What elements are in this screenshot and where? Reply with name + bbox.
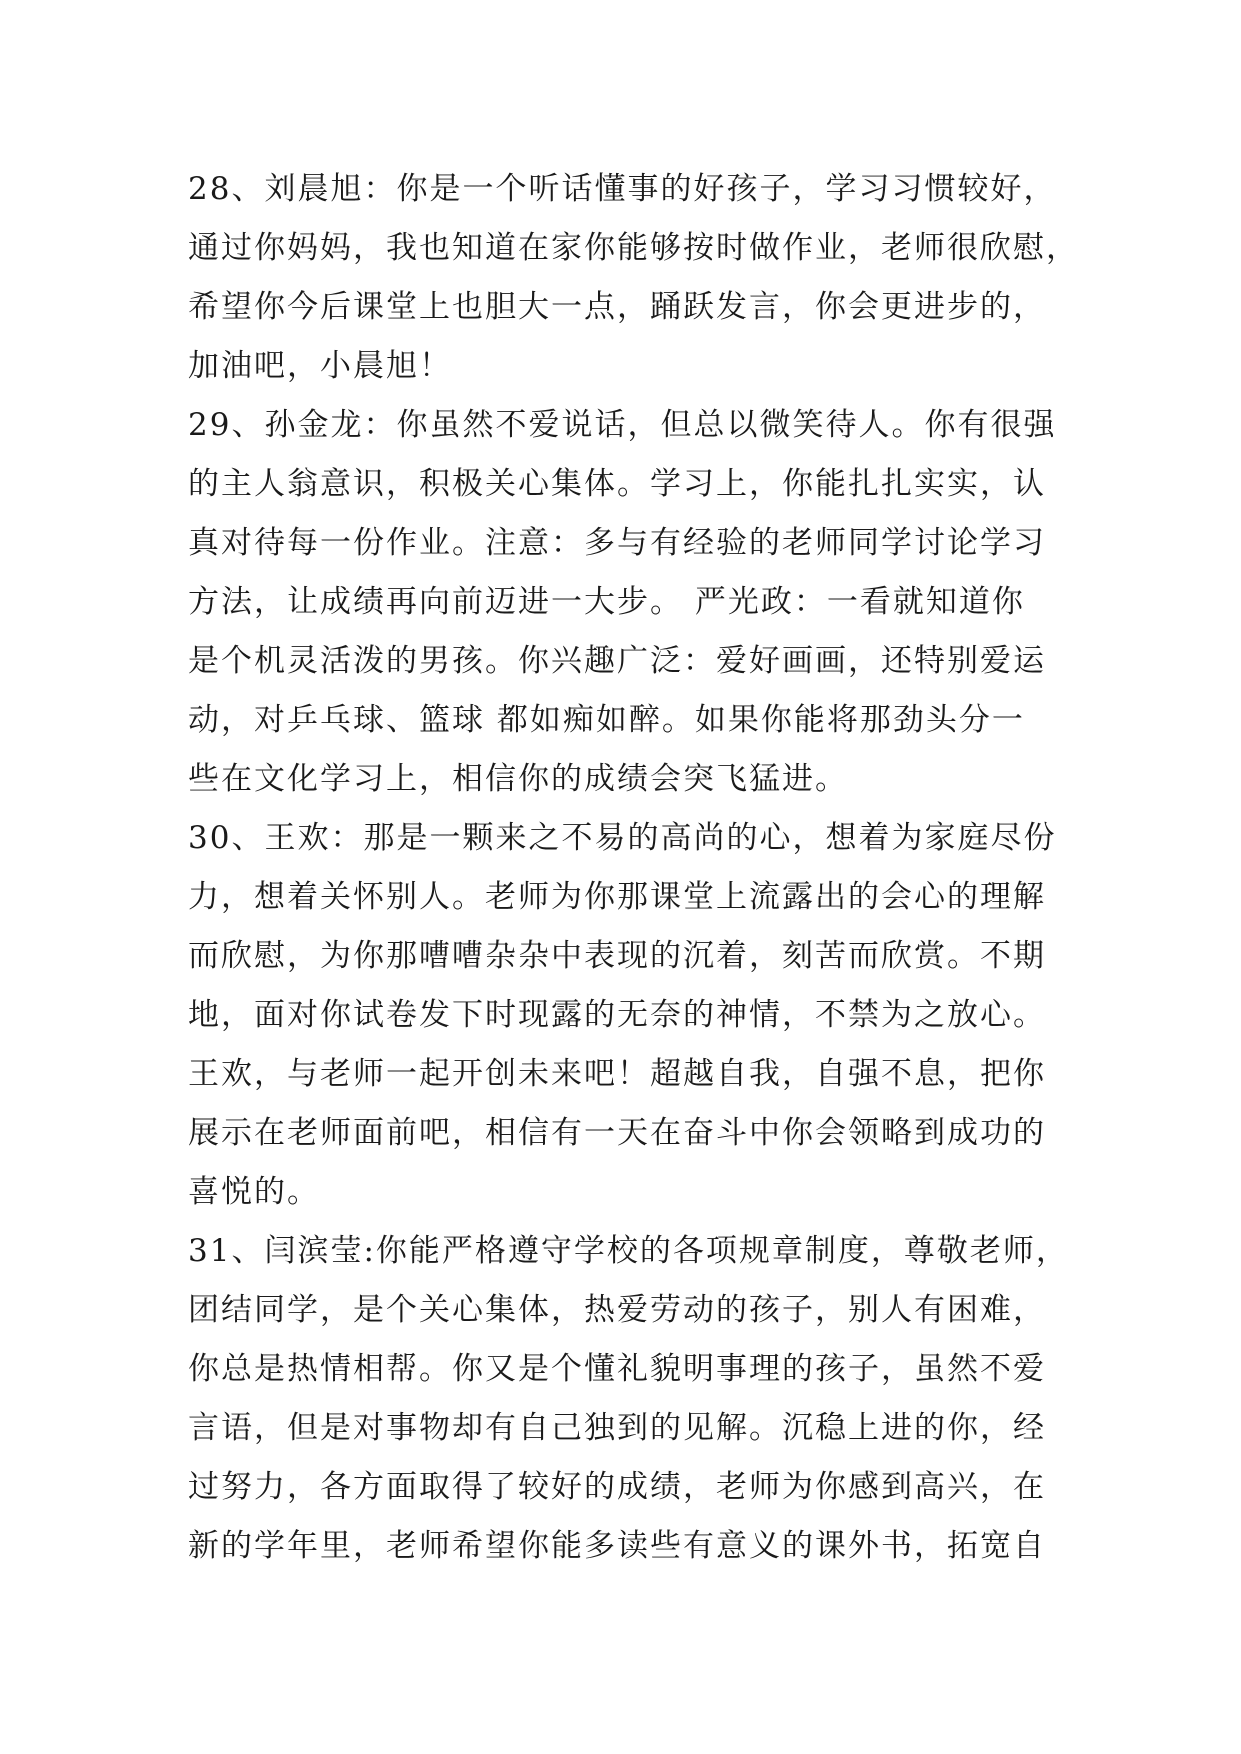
text-line: 31、闫滨莹:你能严格遵守学校的各项规章制度，尊敬老师， (188, 1233, 1069, 1269)
text-line: 过努力，各方面取得了较好的成绩，老师为你感到高兴，在 (188, 1469, 1046, 1505)
text-line: 些在文化学习上，相信你的成绩会突飞猛进。 (188, 761, 848, 797)
text-line: 30、王欢：那是一颗来之不易的高尚的心，想着为家庭尽份 (188, 820, 1057, 856)
text-line: 真对待每一份作业。注意：多与有经验的老师同学讨论学习 (188, 525, 1046, 561)
text-line: 言语，但是对事物却有自己独到的见解。沉稳上进的你，经 (188, 1410, 1046, 1446)
text-line: 28、刘晨旭：你是一个听话懂事的好孩子，学习习惯较好， (188, 171, 1057, 207)
text-line: 王欢，与老师一起开创未来吧！超越自我，自强不息，把你 (188, 1056, 1046, 1092)
text-line: 通过你妈妈，我也知道在家你能够按时做作业，老师很欣慰， (188, 230, 1079, 266)
text-line: 方法，让成绩再向前迈进一大步。 严光政：一看就知道你 (188, 584, 1025, 620)
text-line: 新的学年里，老师希望你能多读些有意义的课外书，拓宽自 (188, 1528, 1046, 1564)
text-line: 希望你今后课堂上也胆大一点，踊跃发言，你会更进步的， (188, 289, 1046, 325)
text-line: 而欣慰，为你那嘈嘈杂杂中表现的沉着，刻苦而欣赏。不期 (188, 938, 1046, 974)
text-line: 加油吧，小晨旭！ (188, 348, 452, 384)
document-body (188, 160, 1088, 1576)
text-line: 地，面对你试卷发下时现露的无奈的神情，不禁为之放心。 (188, 997, 1046, 1033)
text-line: 你总是热情相帮。你又是个懂礼貌明事理的孩子，虽然不爱 (188, 1351, 1046, 1387)
text-line: 是个机灵活泼的男孩。你兴趣广泛：爱好画画，还特别爱运 (188, 643, 1046, 679)
text-line: 团结同学，是个关心集体，热爱劳动的孩子，别人有困难， (188, 1292, 1046, 1328)
text-line: 力，想着关怀别人。老师为你那课堂上流露出的会心的理解 (188, 879, 1046, 915)
text-line: 展示在老师面前吧，相信有一天在奋斗中你会领略到成功的 (188, 1115, 1046, 1151)
text-line: 喜悦的。 (188, 1174, 320, 1210)
text-line: 动，对乒乓球、篮球 都如痴如醉。如果你能将那劲头分一 (188, 702, 1025, 738)
text-line: 的主人翁意识，积极关心集体。学习上，你能扎扎实实，认 (188, 466, 1046, 502)
text-line: 29、孙金龙：你虽然不爱说话，但总以微笑待人。你有很强 (188, 407, 1057, 443)
